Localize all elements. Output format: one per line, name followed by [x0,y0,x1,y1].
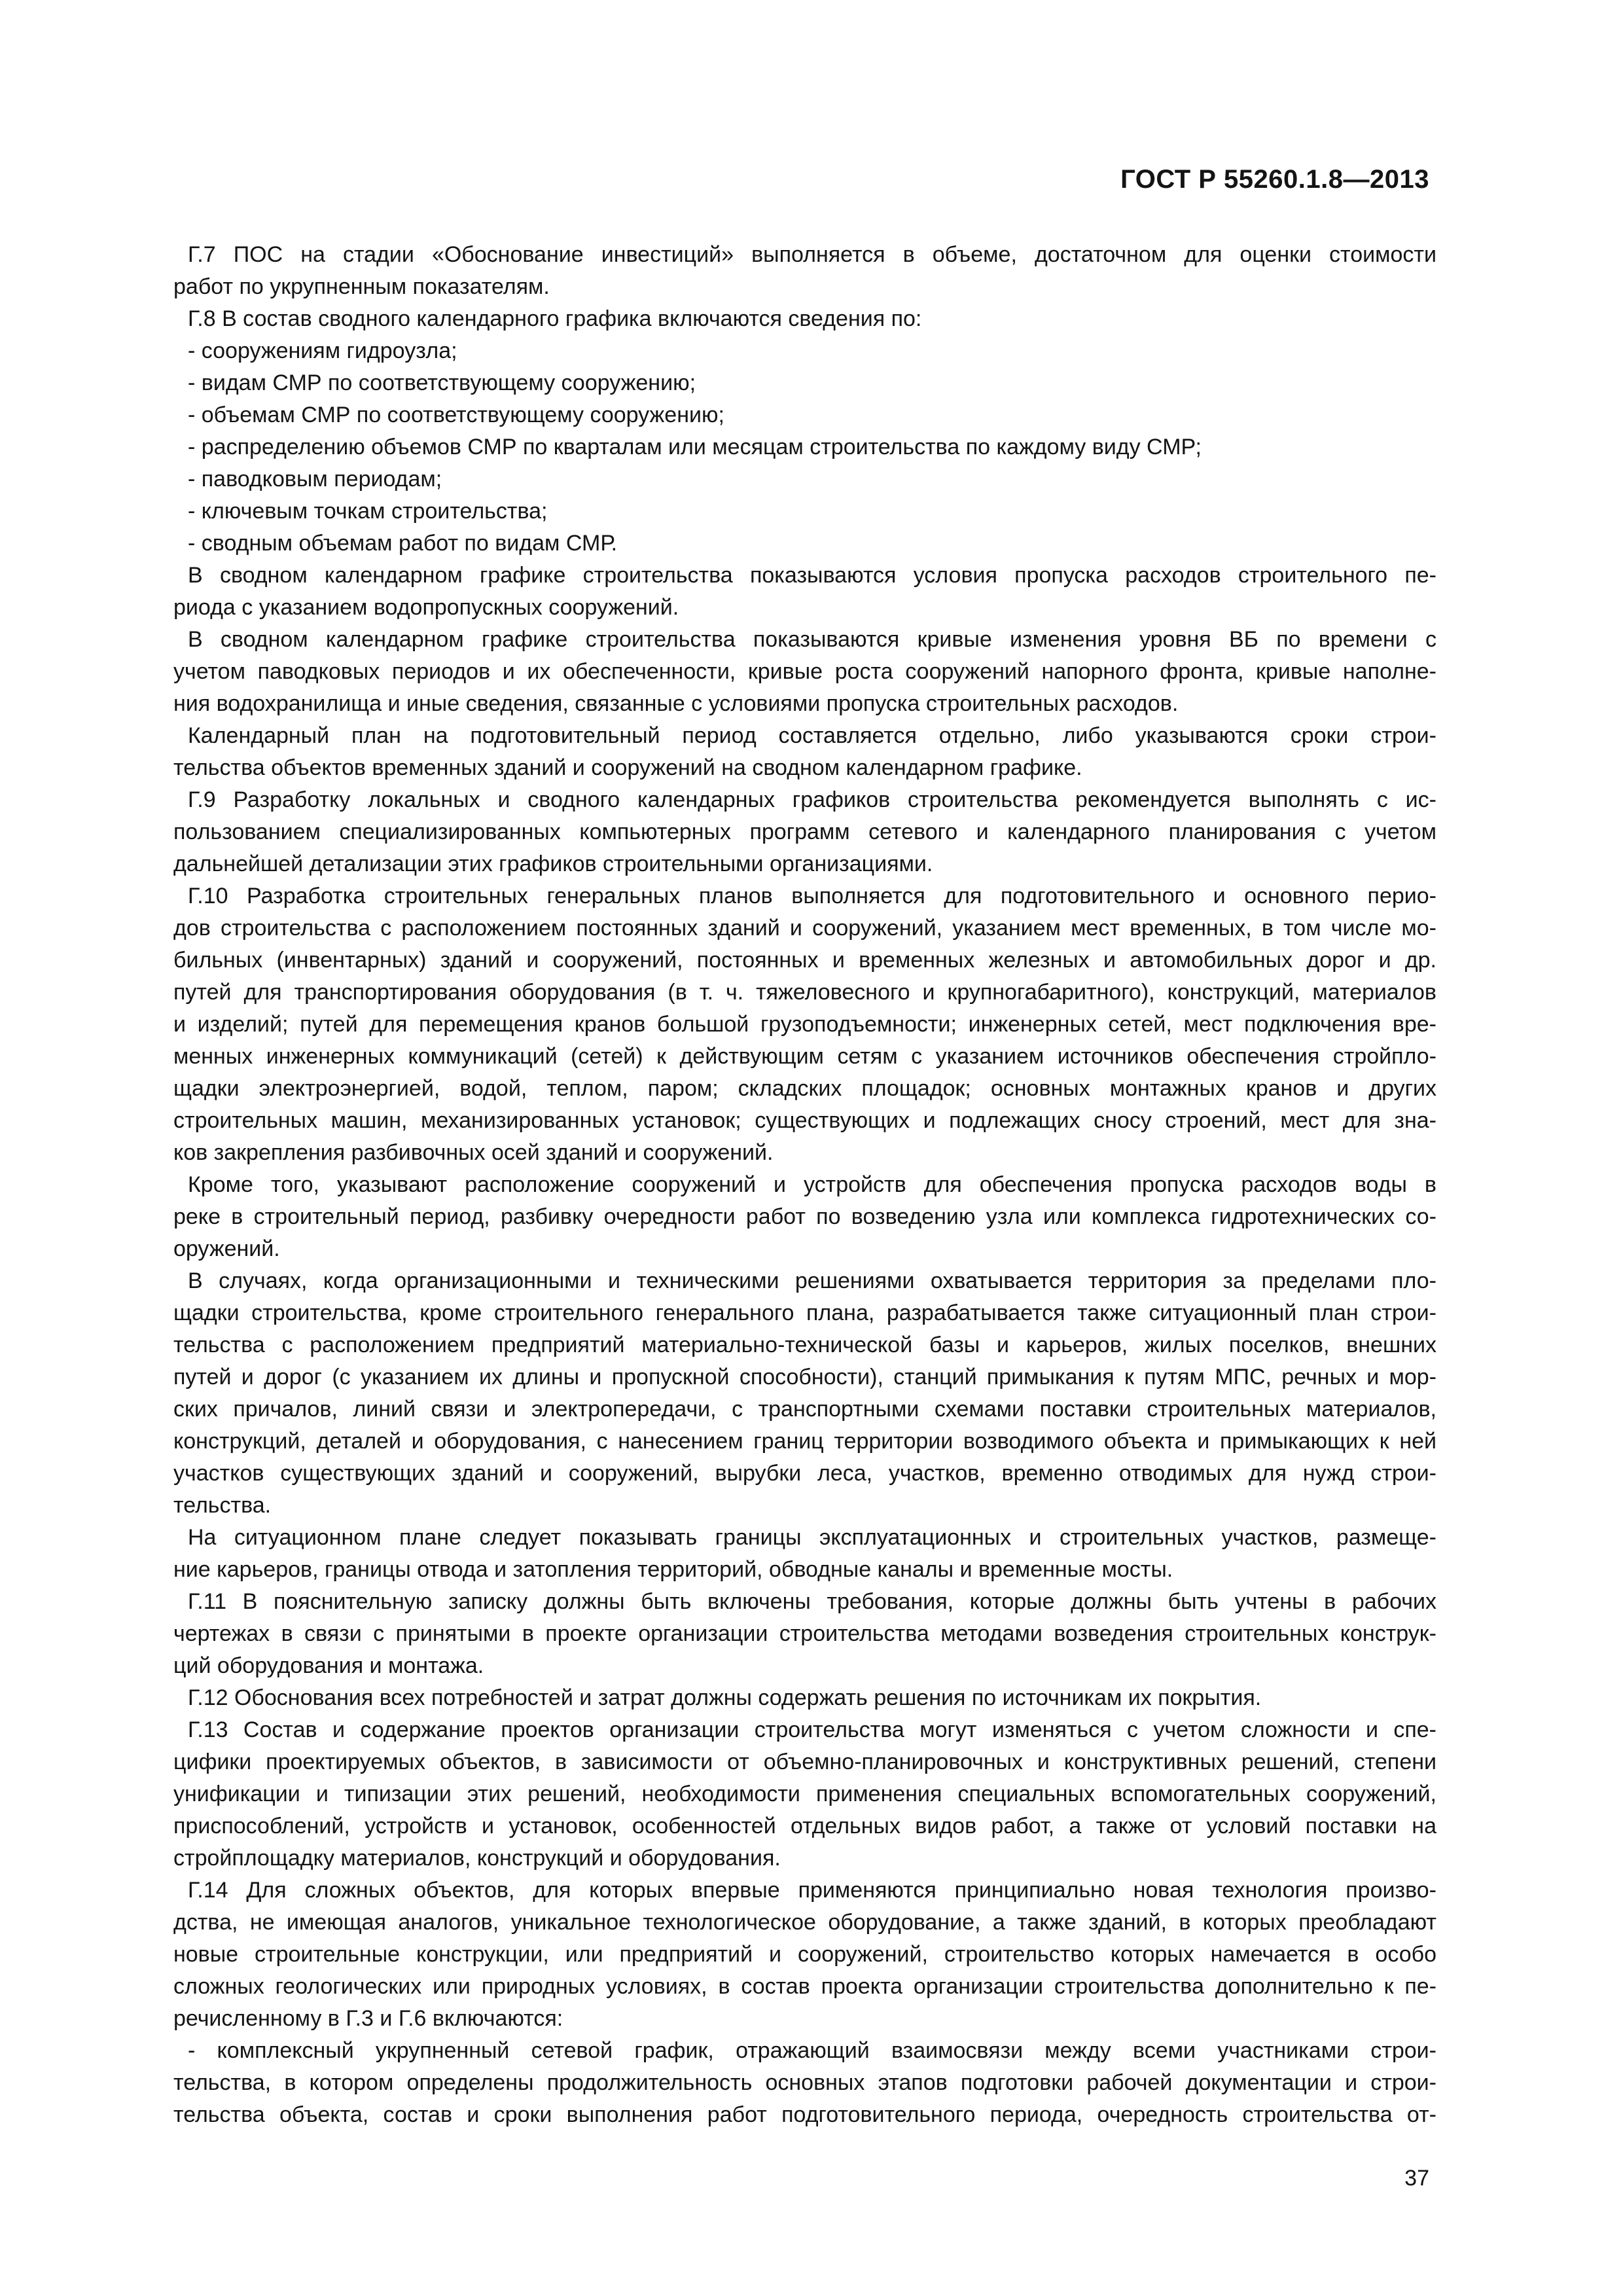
text-line: дства, не имеющая аналогов, уникальное технологическое оборудование, а также зданий, в которых преобладают [173,1910,1436,1935]
paragraph [173,1522,1436,1586]
list-item [173,431,1436,463]
text-line: менных инженерных коммуникаций (сетей) к действующим сетям с указанием источников обеспечения стройпло- [173,1044,1436,1069]
text-line: путей и дорог (с указанием их длины и пропускной способности), станций примыкания к путям МПС, речных и мор- [173,1365,1436,1390]
text-line: Г.9 Разработку локальных и сводного календарных графиков строительства рекомендуется выполнять с ис- [188,787,1436,812]
text-line: щадки строительства, кроме строительного генерального плана, разрабатывается также ситуационный план строи- [173,1300,1436,1325]
paragraph [173,720,1436,784]
text-line: сложных геологических или природных условиях, в состав проекта организации строительства дополнительно к пе- [173,1974,1436,1999]
clause-g14 [173,1874,1436,2035]
text-line: реке в строительный период, разбивку очередности работ по возведению узла или комплекса гидротехнических со- [173,1204,1436,1229]
paragraph [173,624,1436,720]
text-line: бильных (инвентарных) зданий и сооружений, постоянных и временных железных и автомобильных дорог и др. [173,948,1436,973]
paragraph [173,1169,1436,1265]
text-line: В сводном календарном графике строительства показываются кривые изменения уровня ВБ по времени с [188,627,1436,652]
text-line: учетом паводковых периодов и их обеспеченности, кривые роста сооружений напорного фронта, кривые наполне- [173,659,1436,684]
text-line: пользованием специализированных компьютерных программ сетевого и календарного планирования с учетом [173,819,1436,844]
text-line: тельства объектов временных зданий и сооружений на сводном календарном графике. [173,755,1082,780]
text-line: тельства. [173,1493,272,1518]
text-line: тельства объекта, состав и сроки выполнения работ подготовительного периода, очередность строительства от- [173,2102,1436,2127]
list-item [173,528,1436,560]
body-text [173,239,1436,2131]
text-line: цифики проектируемых объектов, в зависимости от объемно-планировочных и конструктивных решений, степени [173,1749,1436,1774]
text-line: тельства, в котором определены продолжительность основных этапов подготовки рабочей документации и строи- [173,2070,1436,2095]
text-line: Кроме того, указывают расположение сооружений и устройств для обеспечения пропуска расходов воды в [188,1172,1436,1197]
text-line: Г.8 В состав сводного календарного графика включаются сведения по: [188,306,922,331]
text-line: Г.10 Разработка строительных генеральных планов выполняется для подготовительного и основного перио- [188,884,1436,908]
text-line: Г.13 Состав и содержание проектов организации строительства могут изменяться с учетом сложности и спе- [188,1717,1436,1742]
text-line: речисленному в Г.3 и Г.6 включаются: [173,2006,563,2031]
text-line: - объемам СМР по соответствующему сооружению; [188,403,724,427]
text-line: ния водохранилища и иные сведения, связанные с условиями пропуска строительных расходов. [173,691,1179,716]
clause-g8 [173,303,1436,335]
page-number: 37 [1404,2166,1429,2191]
text-line: - сводным объемам работ по видам СМР. [188,531,618,556]
text-line: риода с указанием водопропускных сооружений. [173,595,679,620]
list-item [173,2035,1436,2131]
text-line: В сводном календарном графике строительства показываются условия пропуска расходов строительного пе- [188,563,1436,588]
list-item [173,399,1436,431]
text-line: стройплощадку материалов, конструкций и оборудования. [173,1846,781,1871]
list-item [173,495,1436,528]
clause-g7 [173,239,1436,303]
text-line: оружений. [173,1236,280,1261]
text-line: унификации и типизации этих решений, необходимости применения специальных вспомогательных сооружений, [173,1782,1436,1806]
text-line: - сооружениям гидроузла; [188,338,457,363]
list-item [173,335,1436,367]
text-line: и изделий; путей для перемещения кранов большой грузоподъемности; инженерных сетей, мест подключения вре- [173,1012,1436,1037]
clause-g10 [173,880,1436,1169]
text-line: ние карьеров, границы отвода и затопления территорий, обводные каналы и временные мосты. [173,1557,1173,1582]
text-line: Г.14 Для сложных объектов, для которых впервые применяются принципиально новая технология произво- [188,1878,1436,1903]
text-line: ций оборудования и монтажа. [173,1653,484,1678]
text-line: приспособлений, устройств и установок, особенностей отдельных видов работ, а также от условий поставки на [173,1814,1436,1839]
clause-g11 [173,1586,1436,1682]
text-line: дальнейшей детализации этих графиков строительными организациями. [173,852,933,876]
clause-g12 [173,1682,1436,1714]
text-line: тельства с расположением предприятий материально-технической базы и карьеров, жилых поселков, внешних [173,1333,1436,1357]
text-line: работ по укрупненным показателям. [173,274,550,299]
text-line: строительных машин, механизированных установок; существующих и подлежащих сносу строений, мест для зна- [173,1108,1436,1133]
text-line: ских причалов, линий связи и электропередачи, с транспортными схемами поставки строительных материалов, [173,1397,1436,1422]
text-line: дов строительства с расположением постоянных зданий и сооружений, указанием мест временных, в том числе мо- [173,916,1436,941]
text-line: В случаях, когда организационными и техническими решениями охватывается территория за пределами пло- [188,1268,1436,1293]
text-line: - комплексный укрупненный сетевой график, отражающий взаимосвязи между всеми участниками строи- [188,2038,1436,2063]
text-line: - видам СМР по соответствующему сооружению; [188,370,696,395]
text-line: ков закрепления разбивочных осей зданий и сооружений. [173,1140,774,1165]
text-line: - распределению объемов СМР по кварталам или месяцам строительства по каждому виду СМР; [188,435,1202,459]
text-line: - паводковым периодам; [188,467,442,492]
paragraph [173,1265,1436,1522]
text-line: - ключевым точкам строительства; [188,499,548,524]
clause-g13 [173,1714,1436,1874]
text-line: участков существующих зданий и сооружений, вырубки леса, участков, временно отводимых для нужд строи- [173,1461,1436,1486]
text-line: На ситуационном плане следует показывать границы эксплуатационных и строительных участков, размеще- [188,1525,1436,1550]
paragraph [173,560,1436,624]
text-line: конструкций, деталей и оборудования, с нанесением границ территории возводимого объекта и примыкающих к ней [173,1429,1436,1454]
text-line: новые строительные конструкции, или предприятий и сооружений, строительство которых намечается в особо [173,1942,1436,1967]
text-line: путей для транспортирования оборудования (в т. ч. тяжеловесного и крупногабаритного), конструкций, материалов [173,980,1436,1005]
text-line: щадки электроэнергией, водой, теплом, паром; складских площадок; основных монтажных кранов и других [173,1076,1436,1101]
clause-g9 [173,784,1436,880]
text-line: Г.11 В пояснительную записку должны быть включены требования, которые должны быть учтены в рабочих [188,1589,1436,1614]
text-line: Г.7 ПОС на стадии «Обоснование инвестиций» выполняется в объеме, достаточном для оценки стоимости [188,242,1436,267]
list-item [173,367,1436,399]
list-item [173,463,1436,495]
text-line: чертежах в связи с принятыми в проекте организации строительства методами возведения строительных конструк- [173,1621,1436,1646]
standard-designation: ГОСТ Р 55260.1.8—2013 [1120,165,1429,194]
text-line: Календарный план на подготовительный период составляется отдельно, либо указываются сроки строи- [188,723,1436,748]
text-line: Г.12 Обоснования всех потребностей и затрат должны содержать решения по источникам их покрытия. [188,1685,1262,1710]
